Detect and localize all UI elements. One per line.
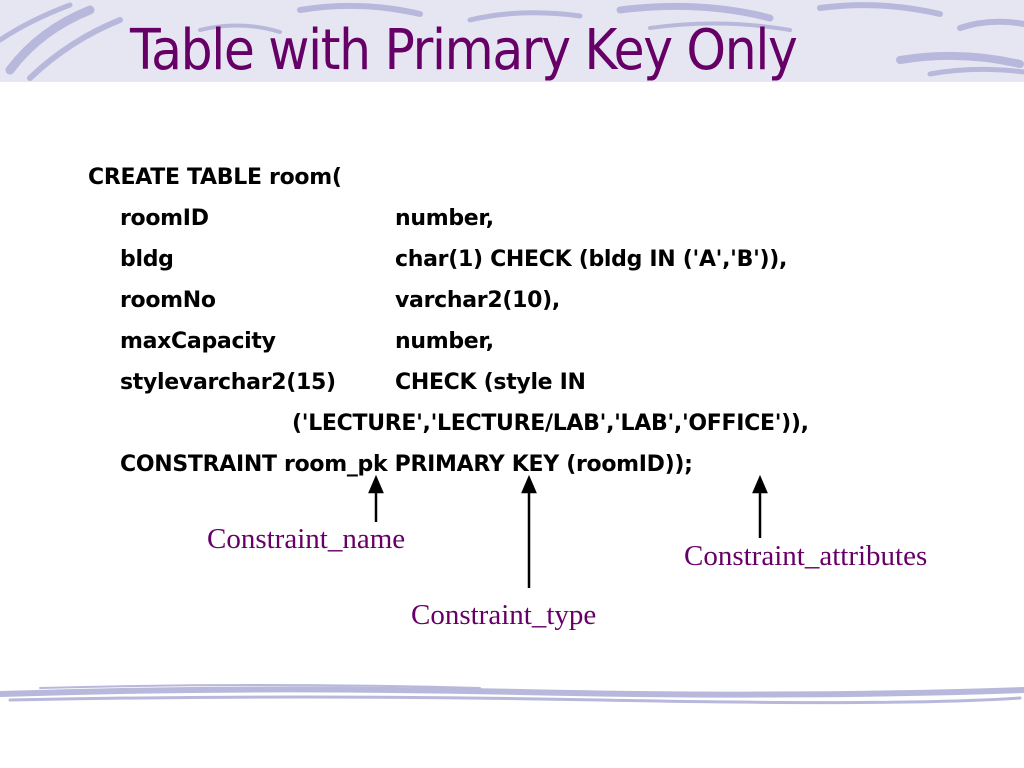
- slide-title: Table with Primary Key Only: [130, 18, 797, 83]
- code-constraint-line: CONSTRAINT room_pk PRIMARY KEY (roomID));: [120, 452, 693, 477]
- code-column-name: roomNo: [120, 288, 216, 313]
- code-column-definition: char(1) CHECK (bldg IN ('A','B')),: [395, 247, 788, 272]
- code-column-definition: number,: [395, 329, 494, 354]
- footer-brush-strokes: [0, 680, 1024, 710]
- annotation-constraint-type: Constraint_type: [411, 599, 597, 631]
- annotation-constraint-attributes: Constraint_attributes: [684, 540, 928, 572]
- code-column-definition: varchar2(10),: [395, 288, 560, 313]
- code-column-name: maxCapacity: [120, 329, 276, 354]
- code-column-name: bldg: [120, 247, 174, 272]
- code-column-name: stylevarchar2(15): [120, 370, 336, 395]
- code-column-definition: number,: [395, 206, 494, 231]
- code-line-create-table: CREATE TABLE room(: [88, 165, 342, 190]
- annotation-constraint-name: Constraint_name: [207, 523, 406, 555]
- code-column-name: roomID: [120, 206, 209, 231]
- code-check-values: ('LECTURE','LECTURE/LAB','LAB','OFFICE')),: [292, 411, 809, 436]
- code-column-definition: CHECK (style IN: [395, 370, 586, 395]
